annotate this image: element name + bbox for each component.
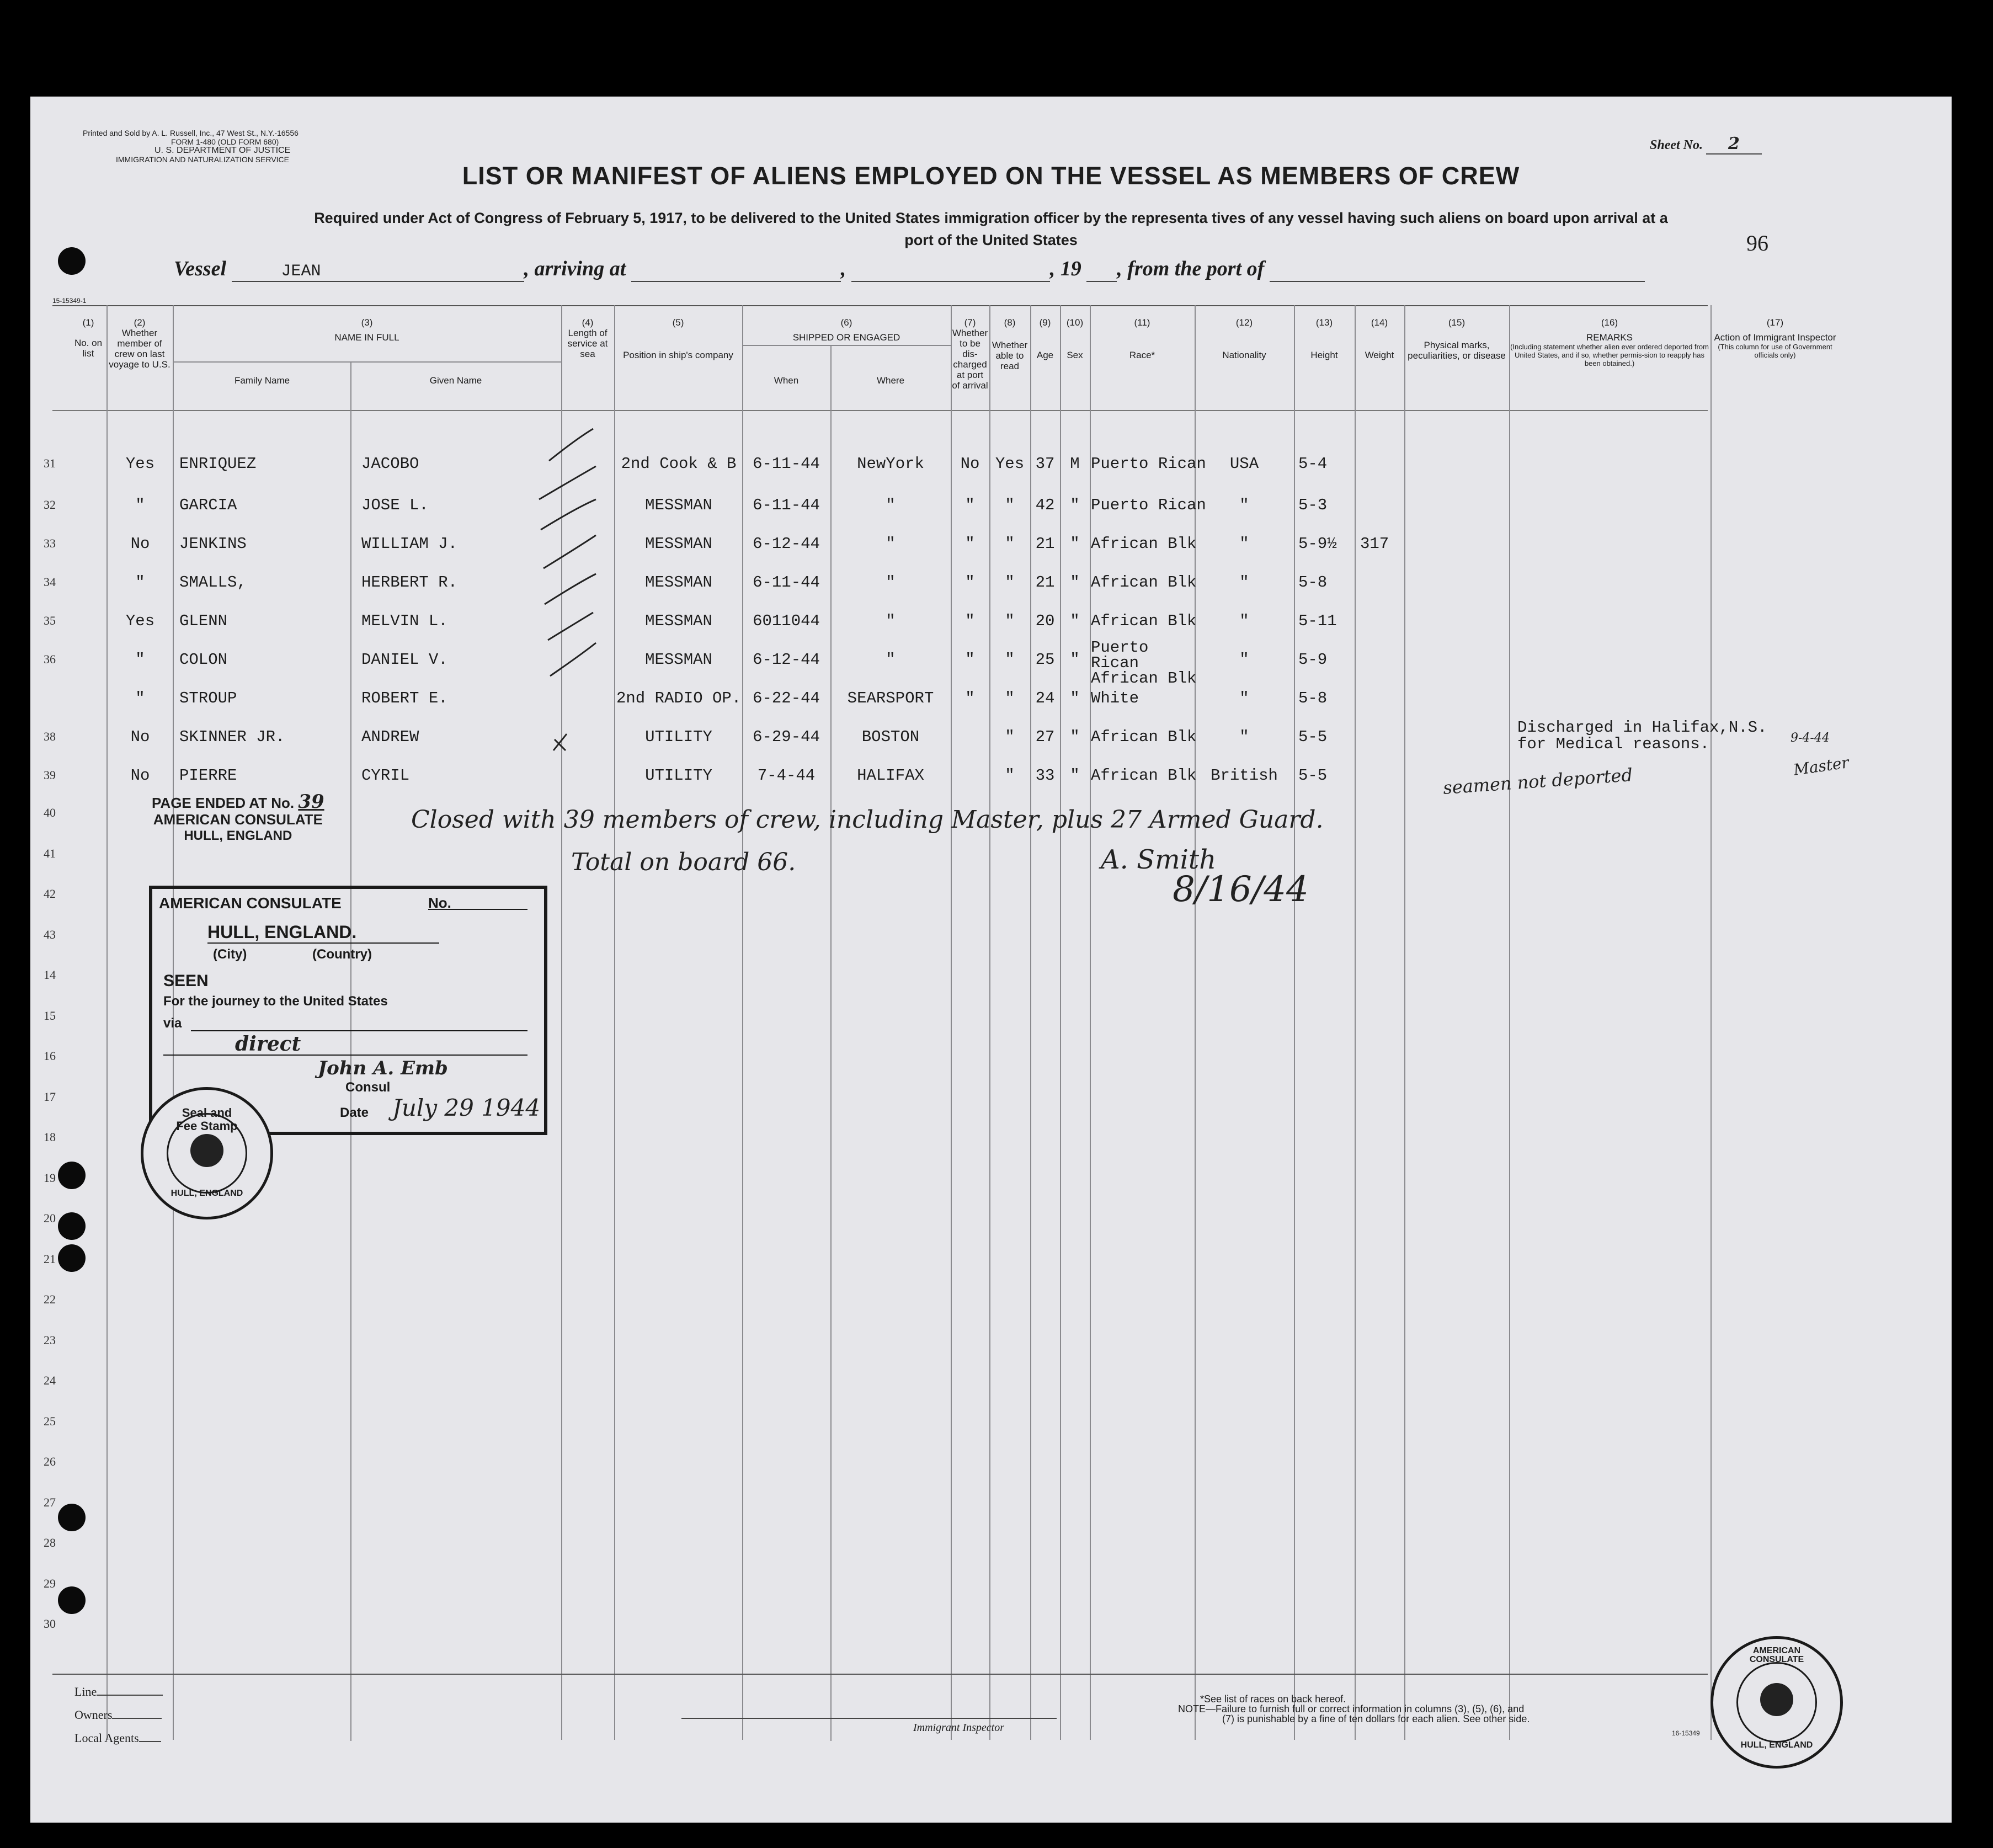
cell-race: African Blk bbox=[1091, 573, 1197, 592]
page-subtitle-2: port of the United States bbox=[904, 232, 1078, 248]
cell-when: 6-11-44 bbox=[753, 573, 820, 592]
row-number: 22 bbox=[44, 1292, 56, 1306]
page-ended: PAGE ENDED AT No. 39 AMERICAN CONSULATE HULL, ENGLAND bbox=[152, 791, 324, 843]
printer-imprint: Printed and Sold by A. L. Russell, Inc., 47 West St., N.Y.-16556 FORM 1-480 (OLD FORM 680) U. S. DEPARTMENT OF JUSTICE IMMIGRATION AND NATURALIZATION SERVICE bbox=[83, 129, 299, 164]
cell-sex: " bbox=[1070, 766, 1080, 785]
cell-prev: No bbox=[130, 535, 150, 553]
page-subtitle: Required under Act of Congress of February 5, 1917, to be delivered to the United States immigration officer by the representa tives of any vessel having such aliens on board upon arrival at a bbox=[314, 210, 1668, 226]
cell-nationality: British bbox=[1211, 766, 1278, 785]
cell-age: 24 bbox=[1035, 689, 1055, 707]
page-number: 96 bbox=[1746, 231, 1768, 255]
col-9-header: (9) Age bbox=[1036, 317, 1054, 360]
cell-position: MESSMAN bbox=[645, 573, 712, 592]
cell-prev: " bbox=[135, 689, 145, 707]
vessel-name: JEAN bbox=[232, 262, 524, 282]
cell-nationality: " bbox=[1239, 573, 1249, 592]
cell-race: Puerto Rican bbox=[1091, 455, 1206, 473]
row-number: 29 bbox=[44, 1577, 56, 1590]
sheet-number: Sheet No. 2 bbox=[1650, 134, 1762, 153]
cell-age: 21 bbox=[1035, 535, 1055, 553]
footer-owners: Line Owners Local Agents bbox=[74, 1680, 163, 1750]
row-number: 32 bbox=[44, 498, 56, 512]
col-6-when-header: When bbox=[774, 375, 799, 386]
cell-race: Puerto Rican African Blk bbox=[1091, 638, 1197, 688]
cell-position: 2nd Cook & B bbox=[621, 455, 737, 473]
col-5-header: (5) Position in ship's company bbox=[623, 317, 733, 360]
row-number: 16 bbox=[44, 1049, 56, 1063]
col-3-family-header: Family Name bbox=[234, 375, 290, 386]
row-number: 35 bbox=[44, 614, 56, 627]
col-3-header: (3) NAME IN FULL bbox=[334, 317, 399, 343]
cell-read: " bbox=[1005, 728, 1015, 746]
row-number: 24 bbox=[44, 1373, 56, 1387]
cell-when: 6-12-44 bbox=[753, 651, 820, 669]
cell-where: NewYork bbox=[857, 455, 924, 473]
cell-when: 6-29-44 bbox=[753, 728, 820, 746]
col-1-header: (1) No. on list bbox=[74, 317, 103, 359]
cell-position: MESSMAN bbox=[645, 496, 712, 514]
cell-sex: " bbox=[1070, 651, 1080, 669]
cell-family: SMALLS, bbox=[179, 573, 247, 592]
remark-master: Master bbox=[1792, 753, 1850, 779]
consulate-seal-right: AMERICAN CONSULATE HULL, ENGLAND bbox=[1710, 1636, 1843, 1769]
row-number: 19 bbox=[44, 1171, 56, 1185]
cell-when: 6-11-44 bbox=[753, 496, 820, 514]
cell-prev: Yes bbox=[125, 455, 155, 473]
cell-age: 27 bbox=[1035, 728, 1055, 746]
cell-sex: M bbox=[1070, 455, 1080, 473]
col-12-header: (12) Nationality bbox=[1222, 317, 1266, 360]
cell-given: CYRIL bbox=[361, 766, 410, 785]
cell-position: UTILITY bbox=[645, 728, 712, 746]
page-title: LIST OR MANIFEST OF ALIENS EMPLOYED ON THE VESSEL AS MEMBERS OF CREW bbox=[462, 162, 1520, 190]
cell-given: DANIEL V. bbox=[361, 651, 448, 669]
cell-race: African Blk bbox=[1091, 728, 1197, 746]
row-number: 41 bbox=[44, 846, 56, 860]
closing-signature: A. Smith bbox=[1101, 844, 1217, 875]
col-2-header: (2) Whether member of crew on last voyage to U.S. bbox=[109, 317, 170, 370]
remark-not-deported: seamen not deported bbox=[1442, 764, 1634, 798]
cell-height: 5-5 bbox=[1298, 766, 1328, 785]
cell-age: 37 bbox=[1035, 455, 1055, 473]
closing-note: Closed with 39 members of crew, including Master, plus 27 Armed Guard. bbox=[411, 806, 1324, 834]
closing-date: 8/16/44 bbox=[1173, 869, 1309, 910]
punch-hole bbox=[58, 247, 86, 275]
col-6-where-header: Where bbox=[876, 375, 905, 386]
cell-position: MESSMAN bbox=[645, 535, 712, 553]
col-3-given-header: Given Name bbox=[429, 375, 482, 386]
row-number: 43 bbox=[44, 928, 56, 941]
cell-given: WILLIAM J. bbox=[361, 535, 458, 553]
cell-position: MESSMAN bbox=[645, 612, 712, 630]
row-number: 17 bbox=[44, 1090, 56, 1104]
cell-sex: " bbox=[1070, 573, 1080, 592]
cell-read: " bbox=[1005, 651, 1015, 669]
cell-where: HALIFAX bbox=[857, 766, 924, 785]
cell-height: 5-8 bbox=[1298, 573, 1328, 592]
cell-height: 5-11 bbox=[1298, 612, 1337, 630]
row-number: 18 bbox=[44, 1130, 56, 1144]
cell-read: " bbox=[1005, 612, 1015, 630]
cell-family: GARCIA bbox=[179, 496, 237, 514]
eagle-emblem-icon bbox=[190, 1134, 223, 1167]
cell-when: 6-11-44 bbox=[753, 455, 820, 473]
row-number: 28 bbox=[44, 1536, 56, 1549]
cell-age: 25 bbox=[1035, 651, 1055, 669]
col-15-header: (15) Physical marks, peculiarities, or disease bbox=[1408, 317, 1506, 361]
cell-where: " bbox=[886, 496, 896, 514]
cell-where: " bbox=[886, 535, 896, 553]
cell-prev: No bbox=[130, 728, 150, 746]
cell-nationality: " bbox=[1239, 496, 1249, 514]
row-number: 23 bbox=[44, 1333, 56, 1347]
cell-read: " bbox=[1005, 573, 1015, 592]
row-number: 14 bbox=[44, 968, 56, 982]
row-number: 36 bbox=[44, 652, 56, 666]
cell-discharge: " bbox=[965, 535, 975, 553]
col-16-header: (16) REMARKS (Including statement whether alien ever ordered deported from United States, and if so, whether permis-sion to reapply has been obtained.) bbox=[1510, 317, 1709, 368]
col-17-header: (17) Action of Immigrant Inspector (This column for use of Government officials only) bbox=[1714, 317, 1836, 359]
row-number: 20 bbox=[44, 1211, 56, 1225]
manifest-sheet bbox=[30, 97, 1952, 1823]
row-number: 34 bbox=[44, 575, 56, 589]
col-11-header: (11) Race* bbox=[1129, 317, 1155, 360]
remark-date: 9-4-44 bbox=[1790, 731, 1830, 745]
cell-read: " bbox=[1005, 496, 1015, 514]
cell-nationality: " bbox=[1239, 651, 1249, 669]
cell-position: UTILITY bbox=[645, 766, 712, 785]
row-number: 39 bbox=[44, 768, 56, 782]
vessel-line: Vessel JEAN , arriving at , , 19 , from the port of bbox=[174, 257, 1645, 282]
cell-family: GLENN bbox=[179, 612, 228, 630]
cell-sex: " bbox=[1070, 728, 1080, 746]
cell-nationality: " bbox=[1239, 689, 1249, 707]
cell-given: MELVIN L. bbox=[361, 612, 448, 630]
row-number: 27 bbox=[44, 1495, 56, 1509]
col-7-header: (7) Whether to be dis-charged at port of arrival bbox=[952, 317, 988, 391]
cell-family: PIERRE bbox=[179, 766, 237, 785]
cell-age: 21 bbox=[1035, 573, 1055, 592]
consulate-seal-left: Seal and Fee Stamp HULL, ENGLAND bbox=[141, 1087, 273, 1219]
cell-read: " bbox=[1005, 689, 1015, 707]
form-code: 15-15349-1 bbox=[52, 297, 87, 305]
cell-height: 5-8 bbox=[1298, 689, 1328, 707]
cell-nationality: " bbox=[1239, 728, 1249, 746]
cell-where: " bbox=[886, 612, 896, 630]
cell-prev: Yes bbox=[125, 612, 155, 630]
cell-sex: " bbox=[1070, 612, 1080, 630]
cell-race: African Blk bbox=[1091, 612, 1197, 630]
cell-discharge: " bbox=[965, 612, 975, 630]
cell-given: JOSE L. bbox=[361, 496, 429, 514]
cell-discharge: No bbox=[960, 455, 980, 473]
row-number: 42 bbox=[44, 887, 56, 901]
cell-prev: " bbox=[135, 573, 145, 592]
cell-race: African Blk bbox=[1091, 535, 1197, 553]
cell-where: " bbox=[886, 573, 896, 592]
cell-when: 7-4-44 bbox=[757, 766, 816, 785]
remark-medical: for Medical reasons. bbox=[1517, 735, 1710, 753]
cell-height: 5-3 bbox=[1298, 496, 1328, 514]
cell-read: " bbox=[1005, 535, 1015, 553]
col-14-header: (14) Weight bbox=[1365, 317, 1394, 360]
cell-family: JENKINS bbox=[179, 535, 247, 553]
cell-discharge: " bbox=[965, 573, 975, 592]
row-number: 25 bbox=[44, 1414, 56, 1428]
footer-note: *See list of races on back hereof. NOTE—Failure to furnish full or correct information in columns (3), (5), (6), and (7) is punishable by a fine of ten dollars for each alien. See other side. bbox=[1178, 1693, 1530, 1724]
footer-form-code: 16-15349 bbox=[1672, 1729, 1700, 1737]
cell-discharge: " bbox=[965, 496, 975, 514]
cell-height: 5-9 bbox=[1298, 651, 1328, 669]
cell-nationality: " bbox=[1239, 612, 1249, 630]
immigrant-inspector-label: Immigrant Inspector bbox=[913, 1722, 1004, 1734]
cell-age: 20 bbox=[1035, 612, 1055, 630]
cell-prev: " bbox=[135, 496, 145, 514]
cell-where: " bbox=[886, 651, 896, 669]
col-6-header: (6) SHIPPED OR ENGAGED bbox=[792, 317, 900, 343]
cell-position: MESSMAN bbox=[645, 651, 712, 669]
service-tick-marks bbox=[527, 417, 626, 781]
cell-read: " bbox=[1005, 766, 1015, 785]
cell-given: ROBERT E. bbox=[361, 689, 448, 707]
cell-when: 6-12-44 bbox=[753, 535, 820, 553]
cell-discharge: " bbox=[965, 689, 975, 707]
cell-family: ENRIQUEZ bbox=[179, 455, 257, 473]
cell-given: ANDREW bbox=[361, 728, 419, 746]
cell-prev: " bbox=[135, 651, 145, 669]
cell-race: Puerto Rican bbox=[1091, 496, 1206, 514]
cell-position: 2nd RADIO OP. bbox=[616, 689, 742, 707]
cell-discharge: " bbox=[965, 651, 975, 669]
row-number: 38 bbox=[44, 729, 56, 743]
row-number: 30 bbox=[44, 1617, 56, 1631]
cell-family: SKINNER JR. bbox=[179, 728, 285, 746]
row-number: 31 bbox=[44, 456, 56, 470]
cell-read: Yes bbox=[995, 455, 1025, 473]
row-number: 15 bbox=[44, 1009, 56, 1022]
closing-total: Total on board 66. bbox=[571, 848, 796, 876]
col-10-header: (10) Sex bbox=[1066, 317, 1084, 360]
remark-discharged: Discharged in Halifax,N.S. bbox=[1517, 718, 1767, 737]
col-8-header: (8) Whether able to read bbox=[992, 317, 1028, 371]
cell-sex: " bbox=[1070, 689, 1080, 707]
cell-height: 5-5 bbox=[1298, 728, 1328, 746]
cell-race: White bbox=[1091, 689, 1139, 707]
cell-given: HERBERT R. bbox=[361, 573, 458, 592]
cell-where: SEARSPORT bbox=[847, 689, 934, 707]
col-4-header: (4) Length of service at sea bbox=[567, 317, 608, 359]
cell-when: 6-22-44 bbox=[753, 689, 820, 707]
row-number: 21 bbox=[44, 1252, 56, 1266]
cell-weight: 317 bbox=[1360, 535, 1389, 553]
cell-nationality: USA bbox=[1229, 455, 1259, 473]
cell-age: 33 bbox=[1035, 766, 1055, 785]
cell-height: 5-4 bbox=[1298, 455, 1328, 473]
cell-sex: " bbox=[1070, 496, 1080, 514]
cell-race: African Blk bbox=[1091, 766, 1197, 785]
cell-nationality: " bbox=[1239, 535, 1249, 553]
row-number: 40 bbox=[44, 806, 56, 819]
cell-height: 5-9½ bbox=[1298, 535, 1337, 553]
cell-family: COLON bbox=[179, 651, 228, 669]
cell-given: JACOBO bbox=[361, 455, 419, 473]
cell-sex: " bbox=[1070, 535, 1080, 553]
consulate-stamp: AMERICAN CONSULATE No. HULL, ENGLAND. (City) (Country) SEEN For the journey to the United States via direct John A. Emb Consul Date July 29 1944 bbox=[149, 886, 547, 1135]
cell-age: 42 bbox=[1035, 496, 1055, 514]
row-number: 26 bbox=[44, 1455, 56, 1468]
cell-where: BOSTON bbox=[861, 728, 920, 746]
row-number: 33 bbox=[44, 536, 56, 550]
cell-family: STROUP bbox=[179, 689, 237, 707]
cell-when: 6011044 bbox=[753, 612, 820, 630]
cell-prev: No bbox=[130, 766, 150, 785]
eagle-emblem-icon bbox=[1760, 1683, 1793, 1716]
col-13-header: (13) Height bbox=[1310, 317, 1338, 360]
